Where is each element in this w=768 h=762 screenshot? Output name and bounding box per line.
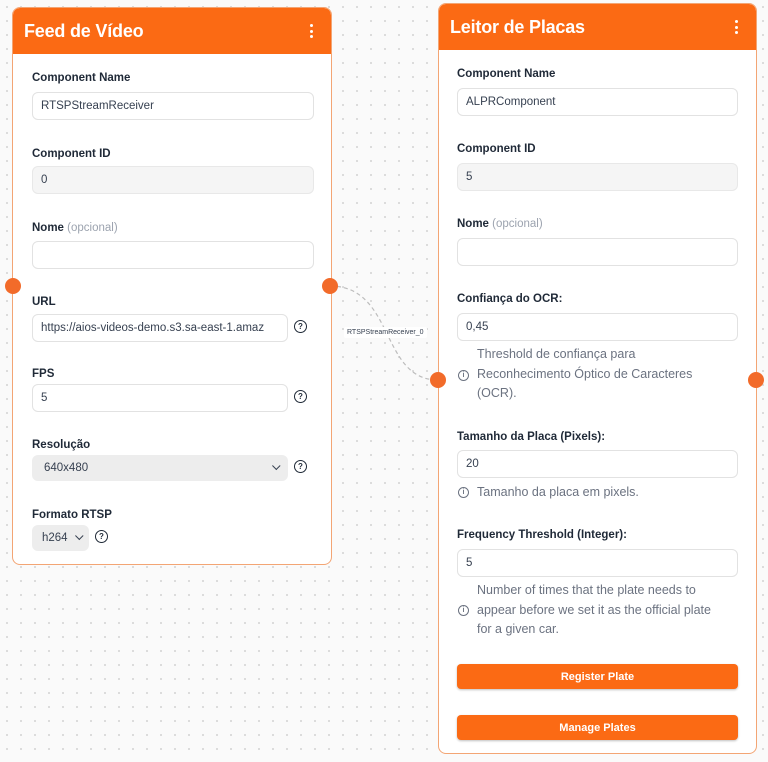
component-name-field[interactable]: ALPRComponent (457, 88, 738, 116)
chevron-down-icon (75, 532, 83, 540)
feed-node-header[interactable] (13, 8, 331, 54)
leitor-node-header[interactable] (439, 4, 756, 50)
question-circle-icon[interactable]: ? (95, 530, 108, 543)
feed-input-handle[interactable] (5, 278, 21, 294)
info-circle-icon: i (458, 487, 469, 498)
nome-field[interactable] (32, 241, 314, 269)
hint-line: (OCR). (477, 386, 517, 400)
component-name-label: Component Name (32, 72, 131, 84)
frequency-label: Frequency Threshold (Integer): (457, 529, 627, 541)
tamanho-label: Tamanho da Placa (Pixels): (457, 431, 606, 443)
component-name-label: Component Name (457, 68, 556, 80)
nome-label (32, 222, 118, 234)
resolucao-label: Resolução (32, 439, 91, 451)
question-circle-icon[interactable]: ? (294, 390, 307, 403)
resolucao-value: 640x480 (44, 462, 89, 474)
nome-label-text: Nome (32, 222, 64, 234)
register-plate-button[interactable]: Register Plate (457, 664, 738, 689)
confianca-label: Confiança do OCR: (457, 293, 563, 305)
feed-node[interactable] (12, 7, 332, 565)
component-id-field: 5 (457, 163, 738, 191)
component-id-field: 0 (32, 166, 314, 194)
url-label: URL (32, 296, 56, 308)
leitor-node[interactable] (438, 3, 757, 754)
info-circle-icon: i (458, 605, 469, 616)
formato-rtsp-value: h264 (42, 532, 68, 544)
leitor-output-handle[interactable] (748, 372, 764, 388)
component-id-label: Component ID (457, 143, 536, 155)
hint-line: Number of times that the plate needs to (477, 583, 696, 597)
hint-line: appear before we set it as the official plate (477, 602, 711, 617)
frequency-field[interactable]: 5 (457, 549, 738, 577)
confianca-hint (477, 345, 747, 404)
hint-line: Reconhecimento Óptico de Caracteres (477, 366, 693, 381)
resolucao-select[interactable] (32, 455, 288, 481)
frequency-hint (477, 581, 752, 640)
manage-plates-button[interactable]: Manage Plates (457, 715, 738, 740)
nome-label-text: Nome (457, 218, 489, 230)
tamanho-field[interactable]: 20 (457, 450, 738, 478)
question-circle-icon[interactable]: ? (294, 320, 307, 333)
nome-label (457, 218, 543, 230)
confianca-field[interactable]: 0,45 (457, 313, 738, 341)
feed-output-handle[interactable] (322, 278, 338, 294)
question-circle-icon[interactable]: ? (294, 460, 307, 473)
hint-line: Threshold de confiança para (477, 347, 636, 361)
component-name-field[interactable]: RTSPStreamReceiver (32, 92, 314, 120)
formato-rtsp-select[interactable] (32, 525, 89, 551)
info-circle-icon: i (458, 370, 469, 381)
optional-tag: (opcional) (67, 222, 118, 234)
chevron-down-icon (272, 462, 280, 470)
component-id-label: Component ID (32, 148, 111, 160)
leitor-node-title: Leitor de Placas (450, 16, 585, 37)
kebab-menu-icon[interactable] (729, 16, 744, 38)
feed-node-title: Feed de Vídeo (24, 20, 144, 41)
hint-line: Tamanho da placa em pixels. (477, 485, 639, 499)
optional-tag: (opcional) (492, 218, 543, 230)
url-field[interactable]: https://aios-videos-demo.s3.sa-east-1.amaz (32, 314, 288, 342)
nome-field[interactable] (457, 238, 738, 266)
kebab-menu-icon[interactable] (304, 20, 319, 42)
edge-label: RTSPStreamReceiver_0 (344, 327, 427, 338)
hint-line: for a given car. (477, 622, 559, 636)
leitor-input-handle[interactable] (430, 372, 446, 388)
tamanho-hint (477, 483, 747, 503)
fps-field[interactable]: 5 (32, 384, 288, 412)
formato-rtsp-label: Formato RTSP (32, 509, 112, 521)
fps-label: FPS (32, 368, 55, 380)
